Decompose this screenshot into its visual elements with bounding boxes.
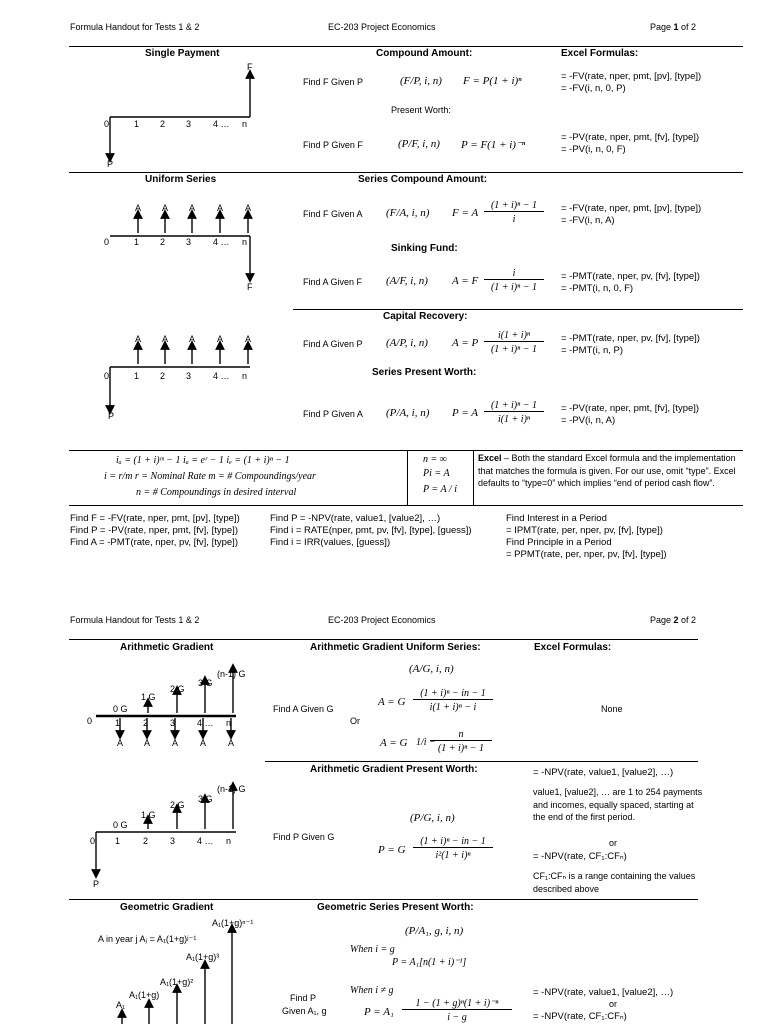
a-label: A (144, 738, 151, 748)
excel-formulas-title: Excel Formulas: (561, 48, 639, 59)
present-worth-title: Present Worth: (391, 105, 451, 115)
excel-formula: = -PMT(rate, nper, pv, [fv], [type]) = -PMT(i, n, P) (561, 333, 700, 356)
geo-labels (116, 918, 253, 1010)
fraction-num: (1 + i)ⁿ − in − 1 (413, 688, 493, 700)
tick-label: 2 (160, 119, 166, 129)
or-text: or (609, 838, 618, 848)
formula: A = G (378, 696, 406, 708)
formula: A = P (452, 337, 479, 349)
factor: (A/P, i, n) (386, 337, 428, 349)
f-label: F (247, 282, 253, 292)
header-left: Formula Handout for Tests 1 & 2 (70, 615, 200, 625)
formula-part: 1/i − (416, 737, 436, 748)
a-label: A (162, 334, 169, 344)
tick-label: 0 (87, 716, 93, 726)
fraction-den: i − g (447, 1012, 467, 1023)
tick-label: 4 … (213, 237, 230, 247)
excel-note: value1, [value2], … are 1 to 254 payments and incomes, equally spaced, starting at the end of the first period. (533, 787, 703, 822)
tick-label: 2 (143, 718, 149, 728)
row-label: Find F Given A (303, 209, 363, 219)
tick-label: 4 … (197, 718, 214, 728)
single-payment-diagram (110, 74, 250, 158)
tick-label: n (242, 237, 248, 247)
tick-label: n (226, 718, 232, 728)
g-label: 2 G (170, 800, 185, 810)
fraction-den: i(1 + i)ⁿ − i (429, 702, 477, 713)
tick-label: 1 (134, 119, 140, 129)
excel-formula: = -FV(rate, nper, pmt, [pv], [type]) = -FV(i, n, 0, P) (561, 71, 702, 94)
quick-ref-col-2: Find P = -NPV(rate, value1, [value2], …) Find i = RATE(nper, pmt, pv, [fv], [type], [guess]) Find i = IRR(values, [guess]) (270, 513, 472, 548)
a-label: A₁(1+g)² (160, 977, 194, 987)
tick-label: 4 … (213, 119, 230, 129)
tick-label: 3 (170, 836, 176, 846)
row-label: Find P (290, 993, 317, 1003)
formula: F = A (452, 207, 479, 219)
header-center: EC-203 Project Economics (328, 22, 436, 32)
formula: A = G (380, 737, 408, 749)
row-label: Find P Given G (273, 832, 335, 842)
series-present-worth-title: Series Present Worth: (372, 367, 477, 378)
arith-pw-labels (90, 784, 246, 889)
factor: (F/A, i, n) (386, 207, 430, 219)
or-text: Or (350, 716, 360, 726)
tick-label: 0 (90, 836, 96, 846)
formula: P = A₁[n(1 + i)⁻¹] (392, 957, 467, 968)
fraction-num: 1 − (1 + g)ⁿ(1 + i)⁻ⁿ (402, 998, 512, 1010)
fraction-num: (1 + i)ⁿ − 1 (484, 200, 544, 212)
tick-label: 3 (186, 371, 192, 381)
a-label: A₁(1+g) (129, 990, 160, 1000)
formula: P = G (378, 844, 406, 856)
geo-pw-title: Geometric Series Present Worth: (317, 902, 474, 913)
row-label: Find A Given P (303, 339, 363, 349)
p-label: P (108, 411, 115, 421)
factor: (P/A, i, n) (386, 407, 430, 419)
a-label: A₁(1+g)³ (186, 952, 220, 962)
perpetuity-2: Pi = A (423, 468, 450, 479)
when-not-equal: When i ≠ g (350, 985, 394, 996)
formula: P = A (452, 407, 478, 419)
excel-note: CF₁:CFₙ is a range containing the values described above (533, 871, 696, 894)
geo-diagram (122, 928, 232, 1024)
compound-amount-title: Compound Amount: (376, 48, 473, 59)
excel-formula: = -PV(rate, nper, pmt, [fv], [type]) = -PV(i, n, 0, F) (561, 132, 700, 155)
a-label: A (217, 203, 224, 213)
excel-formula: = -FV(rate, nper, pmt, [pv], [type]) = -FV(i, n, A) (561, 203, 702, 226)
excel-formula: = -PMT(rate, nper, pv, [fv], [type]) = -PMT(i, n, 0, F) (561, 271, 700, 294)
tick-label: 3 (186, 237, 192, 247)
tick-label: 1 (115, 836, 121, 846)
row-label: Find P Given A (303, 409, 363, 419)
g-label: 2 G (170, 684, 185, 694)
a-label: A (228, 738, 235, 748)
g-label: (n-1) G (217, 784, 246, 794)
formula: P = F(1 + i)⁻ⁿ (461, 139, 526, 151)
fraction-num: (1 + i)ⁿ − 1 (484, 400, 544, 412)
geo-year-label: A in year j Aⱼ = A₁(1+g)ʲ⁻¹ (98, 934, 197, 944)
excel-formula: = -PV(rate, nper, pmt, [fv], [type]) = -PV(i, n, A) (561, 403, 700, 426)
tick-label: 2 (160, 371, 166, 381)
fraction-den: i²(1 + i)ⁿ (435, 850, 471, 861)
fraction-num: i(1 + i)ⁿ (484, 330, 544, 342)
factor: (P/F, i, n) (398, 138, 440, 150)
a-label: A (189, 203, 196, 213)
fraction-num: n (430, 729, 492, 741)
a-label: A (200, 738, 207, 748)
fraction-num: (1 + i)ⁿ − in − 1 (413, 836, 493, 848)
g-label: 1 G (141, 692, 156, 702)
g-label: 0 G (113, 820, 128, 830)
arith-title: Arithmetic Gradient (120, 642, 214, 653)
g-label: 3 G (198, 794, 213, 804)
p-label: P (107, 159, 114, 169)
excel-formulas-title: Excel Formulas: (534, 642, 612, 653)
g-label: 1 G (141, 810, 156, 820)
a-label: A (217, 334, 224, 344)
header-page: Page 2 of 2 (650, 615, 697, 625)
a-label: A₁ (116, 1000, 126, 1010)
row-label: Given A₁, g (282, 1006, 327, 1016)
arith-pw-diagram (96, 786, 236, 874)
tick-label: 2 (160, 237, 166, 247)
f-label: F (247, 62, 253, 72)
header-page: Page 1 of 2 (650, 22, 697, 32)
g-label: (n-1) G (217, 669, 246, 679)
capital-recovery-title: Capital Recovery: (383, 311, 468, 322)
geo-title: Geometric Gradient (120, 902, 214, 913)
perpetuity-1: n = ∞ (423, 454, 447, 465)
when-equal: When i = g (350, 944, 395, 955)
rate-line-2: i = r/m r = Nominal Rate m = # Compoundings/year (104, 471, 316, 482)
row-label: Find P Given F (303, 140, 363, 150)
perpetuity-3: P = A / i (423, 484, 457, 495)
factor: (A/G, i, n) (409, 663, 454, 675)
arith-pw-title: Arithmetic Gradient Present Worth: (310, 764, 478, 775)
arith-labels (87, 669, 246, 748)
tick-label: 3 (170, 718, 176, 728)
fraction-den: i (512, 214, 516, 225)
series-compound-title: Series Compound Amount: (358, 174, 488, 185)
a-label: A₁(1+g)ⁿ⁻¹ (212, 918, 254, 928)
fraction-num: i (484, 268, 544, 280)
uniform-pv-labels (104, 334, 251, 421)
tick-label: 4 … (213, 371, 230, 381)
tick-label: n (242, 119, 248, 129)
tick-label: 1 (134, 237, 140, 247)
p-label: P (93, 879, 100, 889)
arith-uniform-title: Arithmetic Gradient Uniform Series: (310, 642, 481, 653)
factor: (P/A₁, g, i, n) (405, 925, 464, 937)
quick-ref-col-1: Find F = -FV(rate, nper, pmt, [pv], [type]) Find P = -PV(rate, nper, pmt, [fv], [type]) Find A = -PMT(rate, nper, pv, [fv], [type]) (70, 513, 240, 548)
tick-label: 0 (104, 371, 110, 381)
factor: (F/P, i, n) (400, 75, 442, 87)
excel-note: Excel – Both the standard Excel formula and the implementation that matches the formula is given. For our use, omit “type”. Excel defaults to “type=0” which implies “end of period cash flow”. (478, 453, 736, 488)
tick-label: 1 (134, 371, 140, 381)
quick-ref-col-3: Find Interest in a Period = IPMT(rate, per, nper, pv, [fv], [type]) Find Principle in a Period = PPMT(rate, per, nper, pv, [fv], [type]) (506, 513, 667, 560)
row-label: Find A Given F (303, 277, 363, 287)
g-label: 3 G (198, 678, 213, 688)
a-label: A (245, 334, 252, 344)
single-payment-title: Single Payment (145, 48, 220, 59)
excel-formula: = -NPV(rate, value1, [value2], …) (533, 767, 674, 778)
excel-formula: = -NPV(rate, value1, [value2], …) (533, 987, 674, 998)
tick-label: 2 (143, 836, 149, 846)
excel-none: None (601, 704, 623, 714)
tick-label: 0 (104, 119, 110, 129)
sinking-fund-title: Sinking Fund: (391, 243, 458, 254)
header-left: Formula Handout for Tests 1 & 2 (70, 22, 200, 32)
uniform-fv-labels (104, 203, 253, 292)
a-label: A (162, 203, 169, 213)
tick-label: n (242, 371, 248, 381)
rate-line-1: iₐ = (1 + i)ᵐ − 1 iₐ = eʳ − 1 iₑ = (1 + i)ⁿ − 1 (116, 455, 290, 466)
tick-label: 1 (115, 718, 121, 728)
tick-label: 4 … (197, 836, 214, 846)
single-payment-labels (104, 62, 253, 169)
fraction-den: (1 + i)ⁿ − 1 (490, 282, 538, 293)
rate-line-3: n = # Compoundings in desired interval (136, 487, 297, 498)
fraction-den: i(1 + i)ⁿ (497, 414, 531, 425)
a-label: A (172, 738, 179, 748)
a-label: A (135, 334, 142, 344)
fraction-den: (1 + i)ⁿ − 1 (437, 743, 485, 754)
excel-formula: = -NPV(rate, CF₁:CFₙ) (533, 1011, 627, 1022)
a-label: A (135, 203, 142, 213)
a-label: A (245, 203, 252, 213)
tick-label: 3 (186, 119, 192, 129)
formula: F = P(1 + i)ⁿ (463, 75, 522, 87)
tick-label: 0 (104, 237, 110, 247)
uniform-series-title: Uniform Series (145, 174, 217, 185)
factor: (A/F, i, n) (386, 275, 428, 287)
g-label: 0 G (113, 704, 128, 714)
formula: P = A₁ (364, 1006, 394, 1018)
a-label: A (117, 738, 124, 748)
row-label: Find F Given P (303, 77, 364, 87)
fraction-den: (1 + i)ⁿ − 1 (490, 344, 538, 355)
header-center: EC-203 Project Economics (328, 615, 436, 625)
or-text: or (609, 999, 618, 1009)
tick-label: n (226, 836, 232, 846)
factor: (P/G, i, n) (410, 812, 455, 824)
formula: A = F (452, 275, 479, 287)
a-label: A (189, 334, 196, 344)
excel-formula: = -NPV(rate, CF₁:CFₙ) (533, 851, 627, 862)
row-label: Find A Given G (273, 704, 334, 714)
